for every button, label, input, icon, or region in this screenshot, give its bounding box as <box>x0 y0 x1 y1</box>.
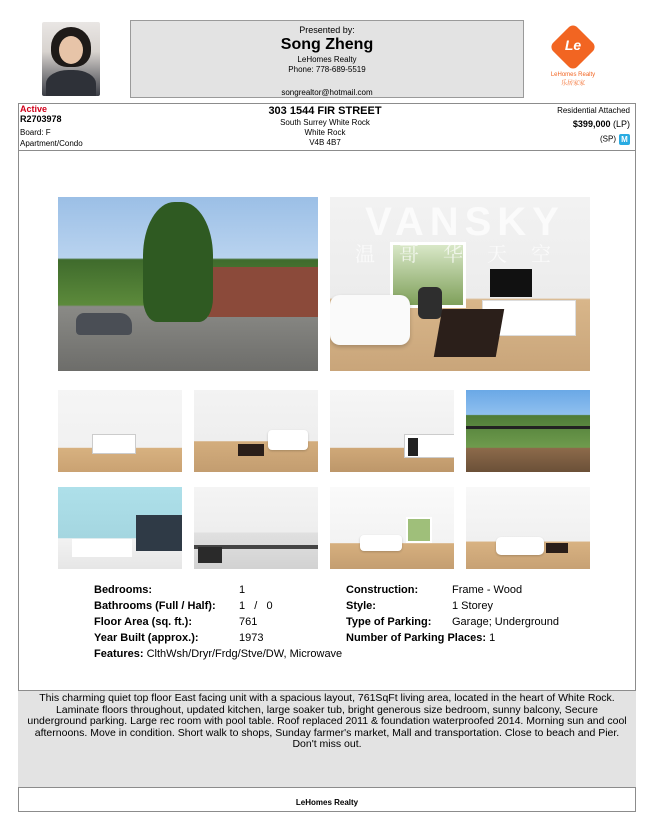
parking-type-label: Type of Parking: <box>346 616 432 628</box>
year-built-value: 1973 <box>239 632 264 644</box>
parking-places-value: 1 <box>489 632 496 644</box>
mls-badge[interactable]: M <box>619 134 630 145</box>
parking-places-label: Number of Parking Places: <box>346 632 486 644</box>
sold-price-label: (SP) <box>600 134 616 144</box>
bathrooms-value <box>239 600 273 612</box>
thumbnail-kitchen-2[interactable] <box>194 487 318 569</box>
thumbnail-living-2[interactable] <box>330 487 454 569</box>
construction-value: Frame - Wood <box>452 584 523 596</box>
watermark-text: VANSKY <box>365 200 565 244</box>
board: Board: F <box>20 128 51 137</box>
thumbnail-kitchen[interactable] <box>330 390 454 472</box>
area: South Surrey White Rock <box>280 118 370 127</box>
year-built-label: Year Built (approx.): <box>94 632 199 644</box>
style-label: Style: <box>346 600 376 612</box>
listing-status: Active <box>20 104 48 114</box>
list-price: $399,000 <box>572 119 611 129</box>
listing-category: Residential Attached <box>557 106 630 115</box>
exterior-photo[interactable] <box>58 197 318 371</box>
agent-photo <box>42 22 100 96</box>
postal-code: V4B 4B7 <box>309 138 341 147</box>
thumbnail-living[interactable] <box>194 390 318 472</box>
agent-email: songrealtor@hotmail.com <box>281 88 373 97</box>
agent-company: LeHomes Realty <box>297 55 357 64</box>
price-block <box>557 106 630 145</box>
bathrooms-label: Bathrooms (Full / Half): <box>94 600 216 612</box>
thumbnail-balcony[interactable] <box>466 390 590 472</box>
parking-type-value: Garage; Underground <box>452 616 560 628</box>
logo-mark: Le <box>564 37 582 53</box>
features-value: ClthWsh/Dryr/Frdg/Stve/DW, Microwave <box>146 648 343 660</box>
floor-area-value: 761 <box>239 616 258 628</box>
list-price-row <box>557 119 630 129</box>
agent-name: Song Zheng <box>280 36 374 53</box>
address-block <box>220 105 430 147</box>
footer-brokerage: LeHomes Realty <box>295 798 359 807</box>
construction-label: Construction: <box>346 584 419 596</box>
parking-places-row <box>346 632 495 644</box>
vansky-watermark <box>340 200 590 266</box>
presented-by-label: Presented by: <box>299 25 355 35</box>
street-address: 303 1544 FIR STREET <box>268 105 382 117</box>
listing-description: This charming quiet top floor East facing unit with a spacious layout, 761SqFt living area, located in the heart of White Rock. Laminate floors throughout, updated kitchen, large soaker tub, bright generous size bedroom, sunny balcony, Secure underground parking. Large rec room with pool table. Roof replaced 2011 & foundation waterproofed 2014. Morning sun and cool afternoons. Move in condition. Short walk to shops, Sunday farmer's market, Mall and transportation. Close to beach and Pier. Don't miss out. <box>27 692 627 750</box>
bathrooms-half: 0 <box>266 600 273 612</box>
bedrooms-value: 1 <box>239 584 246 596</box>
thumbnail-bedroom[interactable] <box>58 487 182 569</box>
bathrooms-separator: / <box>254 600 258 612</box>
thumbnail-dining[interactable] <box>58 390 182 472</box>
header-divider <box>18 150 636 151</box>
bathrooms-full: 1 <box>239 600 246 612</box>
thumbnail-living-3[interactable] <box>466 487 590 569</box>
city: White Rock <box>304 128 346 137</box>
property-type: Apartment/Condo <box>20 139 83 148</box>
style-value: 1 Storey <box>452 600 493 612</box>
mls-number: R2703978 <box>20 114 62 124</box>
logo-caption: LeHomes Realty <box>550 72 596 78</box>
brokerage-logo <box>548 26 598 94</box>
bedrooms-label: Bedrooms: <box>94 584 153 596</box>
logo-caption-cn: 乐居家家 <box>560 81 585 87</box>
presenter-box <box>130 20 524 98</box>
list-price-suffix: (LP) <box>612 119 630 129</box>
watermark-text-cn: 温哥华天空 <box>355 244 575 266</box>
features-row <box>94 648 342 660</box>
floor-area-label: Floor Area (sq. ft.): <box>94 616 192 628</box>
sold-price-row <box>557 134 630 145</box>
features-label: Features: <box>94 648 144 660</box>
agent-phone: Phone: 778-689-5519 <box>288 65 366 74</box>
